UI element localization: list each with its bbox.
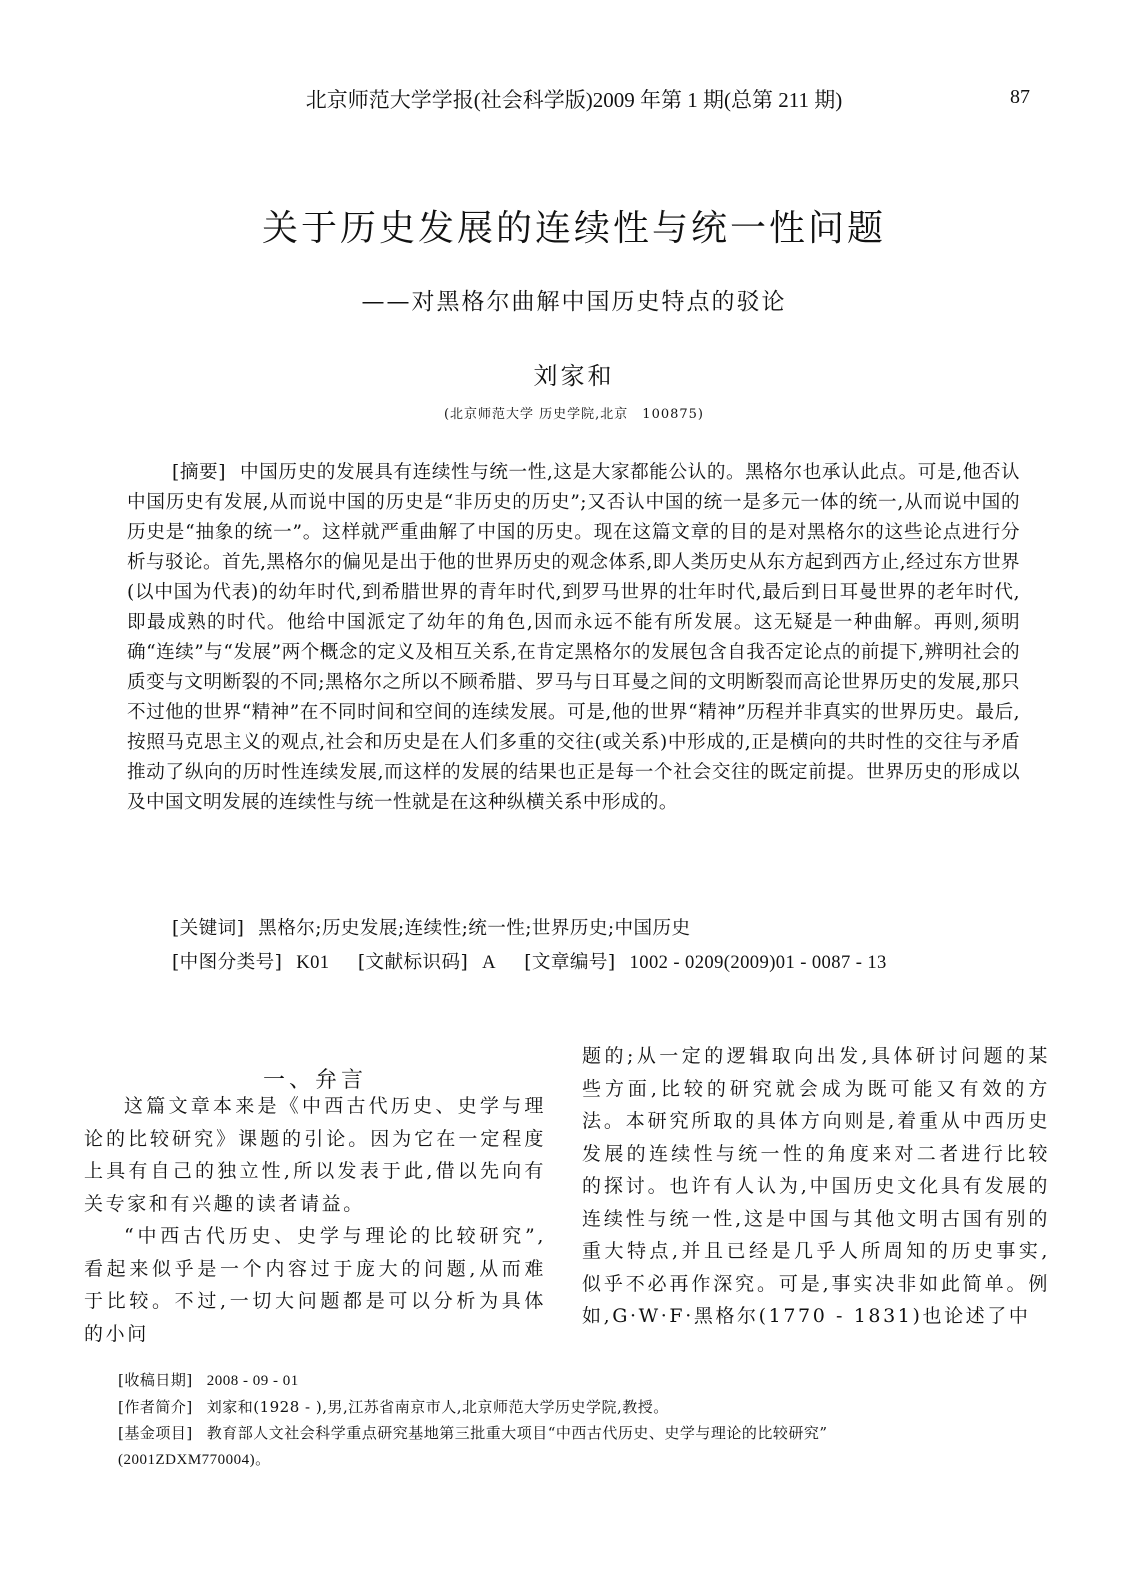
abstract <box>127 458 1020 818</box>
keywords-text: 黑格尔;历史发展;连续性;统一性;世界历史;中国历史 <box>258 918 691 939</box>
fund-value: 教育部人文社会科学重点研究基地第三批重大项目“中西古代历史、史学与理论的比较研究” <box>206 1424 828 1442</box>
fund-code: (2001ZDXM770004)。 <box>118 1452 271 1468</box>
keywords-label: [关键词] <box>172 918 245 939</box>
footnote-fund <box>118 1420 1058 1446</box>
author-affiliation: (北京师范大学 历史学院,北京 100875) <box>443 407 705 422</box>
page-number: 87 <box>1010 86 1030 108</box>
body-column-left <box>84 1090 546 1350</box>
footnote-author <box>118 1394 1058 1420</box>
section-heading: 一、弁言 <box>262 1068 367 1093</box>
footnote-fund-code <box>118 1446 1058 1473</box>
footnotes <box>118 1367 1058 1473</box>
classification-line <box>172 948 887 978</box>
article-subtitle: ——对黑格尔曲解中国历史特点的驳论 <box>361 289 787 315</box>
article-number-label: [文章编号] <box>524 952 616 973</box>
author-bio-label: [作者简介] <box>118 1398 193 1416</box>
article-number-value: 1002 - 0209(2009)01 - 0087 - 13 <box>629 952 887 973</box>
author-bio-value: 刘家和(1928 - ),男,江苏省南京市人,北京师范大学历史学院,教授。 <box>206 1398 669 1416</box>
received-value: 2008 - 09 - 01 <box>206 1373 299 1389</box>
fund-label: [基金项目] <box>118 1424 193 1442</box>
clc-value: K01 <box>296 952 330 973</box>
abstract-label: [摘要] <box>172 462 226 483</box>
keywords <box>172 914 691 944</box>
abstract-text: 中国历史的发展具有连续性与统一性,这是大家都能公认的。黑格尔也承认此点。可是,他否认中国历史有发展,从而说中国的历史是“非历史的历史”;又否认中国的统一是多元一体的统一,从而说中国的历史是“抽象的统一”。这样就严重曲解了中国的历史。现在这篇文章的目的是对黑格尔的这些论点进行分析与驳论。首先,黑格尔的偏见是出于他的世界历史的观念体系,即人类历史从东方起到西方止,经过东方世界(以中国为代表)的幼年时代,到希腊世界的青年时代,到罗马世界的壮年时代,最后到日耳曼世界的老年时代,即最成熟的时代。他给中国派定了幼年的角色,因而永远不能有所发展。这无疑是一种曲解。再则,须明确“连续”与“发展”两个概念的定义及相互关系,在肯定黑格尔的发展包含自我否定论点的前提下,辨明社会的质变与文明断裂的不同;黑格尔之所以不顾希腊、罗马与日耳曼之间的文明断裂而高论世界历史的发展,那只不过他的世界“精神”在不同时间和空间的连续发展。可是,他的世界“精神”历程并非真实的世界历史。最后,按照马克思主义的观点,社会和历史是在人们多重的交往(或关系)中形成的,正是横向的共时性的交往与矛盾推动了纵向的历时性连续发展,而这样的发展的结果也正是每一个社会交往的既定前提。世界历史的形成以及中国文明发展的连续性与统一性就是在这种纵横关系中形成的。 <box>127 462 1021 813</box>
footnote-received <box>118 1367 1058 1394</box>
doc-code-label: [文献标识码] <box>357 952 469 973</box>
clc-label: [中图分类号] <box>172 952 283 973</box>
doc-code-value: A <box>482 952 496 973</box>
body-paragraph: “中西古代历史、史学与理论的比较研究”,看起来似乎是一个内容过于庞大的问题,从而难于比较。不过,一切大问题都是可以分析为具体的小问 <box>84 1225 546 1345</box>
running-head: 北京师范大学学报(社会科学版)2009 年第 1 期(总第 211 期) <box>305 88 843 112</box>
body-paragraph: 这篇文章本来是《中西古代历史、史学与理论的比较研究》课题的引论。因为它在一定程度上具有自己的独立性,所以发表于此,借以先向有关专家和有兴趣的读者请益。 <box>84 1095 546 1215</box>
received-label: [收稿日期] <box>118 1371 193 1389</box>
body-paragraph: 题的;从一定的逻辑取向出发,具体研讨问题的某些方面,比较的研究就会成为既可能又有效的方法。本研究所取的具体方向则是,着重从中西历史发展的连续性与统一性的角度来对二者进行比较的探讨。也许有人认为,中国历史文化具有发展的连续性与统一性,这是中国与其他文明古国有别的重大特点,并且已经是几乎人所周知的历史事实,似乎不必再作深究。可是,事实决非如此简单。例如,G·W·F·黑格尔(1770 - 1831)也论述了中 <box>582 1045 1050 1327</box>
body-column-right <box>582 1040 1050 1333</box>
author-name: 刘家和 <box>533 362 615 390</box>
article-title: 关于历史发展的连续性与统一性问题 <box>261 208 886 249</box>
